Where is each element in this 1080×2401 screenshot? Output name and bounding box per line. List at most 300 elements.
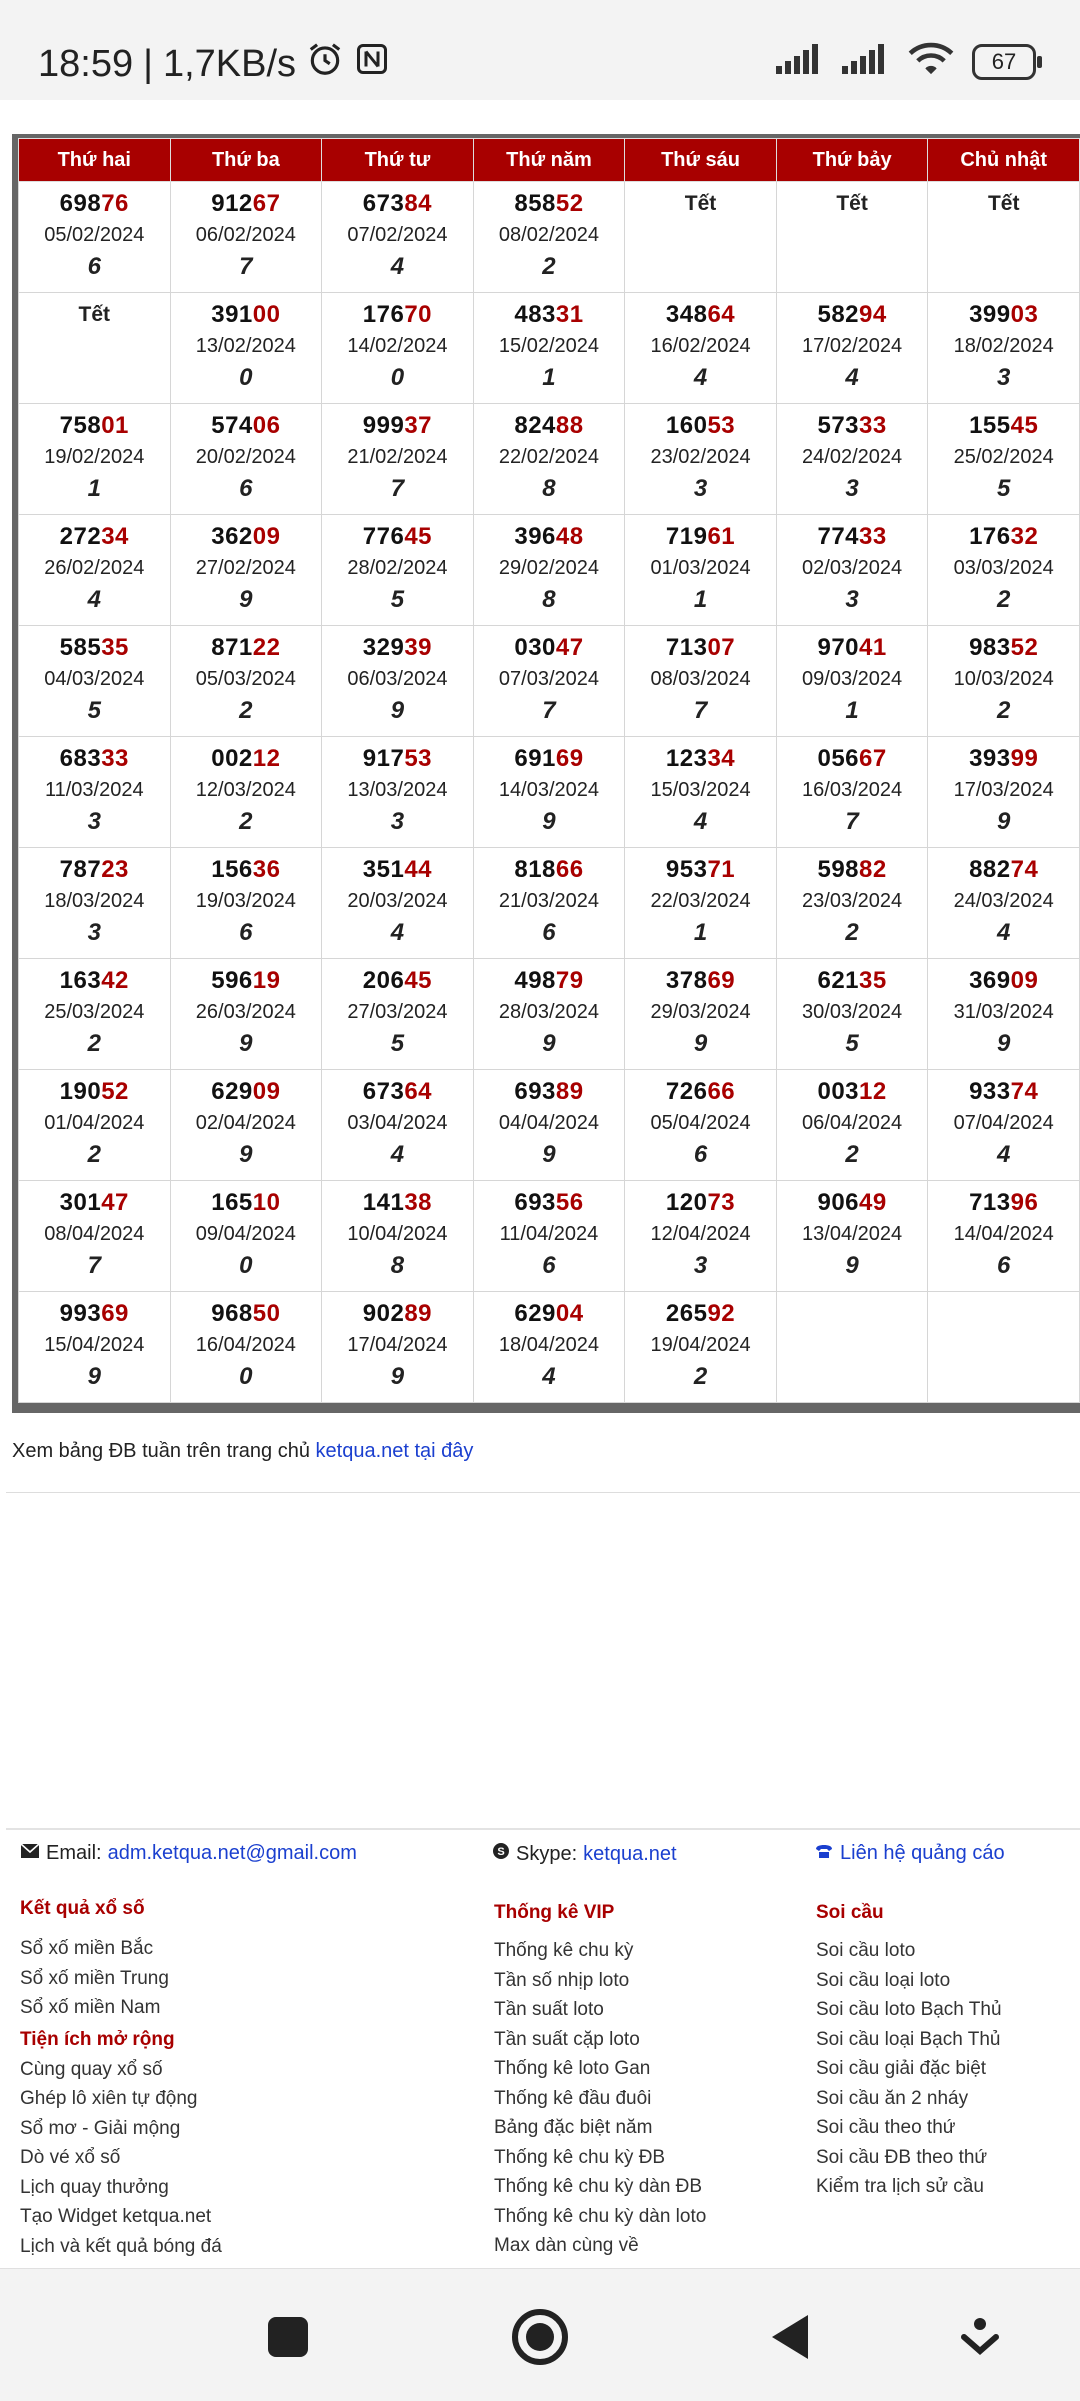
number-tail: 99: [1010, 745, 1039, 772]
draw-date: 18/02/2024: [953, 335, 1054, 357]
digit-sum: 7: [87, 1252, 101, 1279]
draw-date: 14/04/2024: [953, 1223, 1054, 1245]
special-prize-number: [928, 1189, 1079, 1217]
footer-link-ketqua[interactable]: Sổ xố miền Nam: [20, 1997, 161, 2018]
recents-icon[interactable]: [258, 2307, 318, 2367]
status-right: [776, 42, 1036, 81]
special-prize-number: [322, 1300, 473, 1328]
result-cell: [776, 1292, 928, 1403]
footer-link-tienich[interactable]: Tạo Widget ketqua.net: [20, 2206, 212, 2227]
special-prize-number: [474, 1300, 625, 1328]
footer-link-ketqua[interactable]: Sổ xố miền Bắc: [20, 1938, 154, 1959]
digit-sum: 2: [239, 808, 253, 835]
home-link[interactable]: ketqua.net tại đây: [315, 1440, 474, 1462]
digit-sum: 4: [542, 1363, 556, 1390]
digit-sum: 1: [87, 475, 101, 502]
digit-sum: 4: [390, 253, 405, 280]
result-cell: [322, 293, 474, 404]
result-cell: [928, 848, 1080, 959]
footer-link-thongke[interactable]: Max dàn cùng về: [494, 2235, 639, 2256]
special-prize-number: [322, 412, 473, 440]
phone-icon: [814, 1842, 834, 1865]
email-link[interactable]: adm.ketqua.net@gmail.com: [107, 1842, 357, 1864]
result-cell: [625, 959, 777, 1070]
result-cell: [322, 182, 474, 293]
draw-date: 05/03/2024: [195, 668, 296, 690]
draw-date: 27/02/2024: [195, 557, 296, 579]
home-icon[interactable]: [510, 2307, 570, 2367]
email-label: Email:: [46, 1842, 102, 1864]
number-head: 629: [211, 1078, 253, 1105]
number-tail: 33: [101, 745, 129, 772]
result-cell: [322, 959, 474, 1070]
number-head: 598: [817, 856, 860, 883]
number-head: 030: [514, 634, 556, 661]
draw-date: 28/02/2024: [347, 557, 448, 579]
digit-sum: 9: [390, 697, 405, 724]
footer-link-soicau[interactable]: Soi cầu ăn 2 nháy: [816, 2087, 969, 2109]
number-head: 983: [969, 634, 1011, 661]
special-prize-number: [322, 190, 473, 218]
digit-sum: 3: [693, 475, 708, 502]
result-cell: [473, 626, 625, 737]
number-head: 396: [514, 523, 556, 550]
footer-link-thongke[interactable]: Thống kê chu kỳ dàn ĐB: [494, 2176, 703, 2197]
col-title-ketqua: Kết quả xổ số: [20, 1898, 145, 1919]
draw-date: 17/02/2024: [802, 335, 903, 357]
footer-link-soicau[interactable]: Soi cầu ĐB theo thứ: [816, 2146, 988, 2168]
footer-col-soicau: [816, 1902, 1002, 2202]
digit-sum: 5: [390, 586, 405, 613]
number-tail: 22: [252, 634, 281, 661]
result-cell: [170, 404, 322, 515]
back-icon[interactable]: [760, 2307, 820, 2367]
draw-date: 12/04/2024: [650, 1223, 751, 1245]
draw-date: 02/03/2024: [802, 557, 903, 579]
result-cell: [776, 182, 928, 293]
footer-link-tienich[interactable]: Cùng quay xổ số: [20, 2058, 163, 2080]
footer-link-thongke[interactable]: Thống kê loto Gan: [494, 2058, 651, 2079]
divider: [6, 1492, 1080, 1493]
draw-date: 22/03/2024: [650, 890, 751, 912]
draw-date: 03/03/2024: [953, 557, 1054, 579]
result-cell: [170, 515, 322, 626]
result-cell: [322, 1292, 474, 1403]
number-head: 573: [817, 412, 860, 439]
number-tail: 88: [555, 412, 584, 439]
special-prize-number: [322, 1189, 473, 1217]
table-row: [19, 515, 1080, 626]
special-prize-number: [322, 523, 473, 551]
number-head: 123: [665, 745, 708, 772]
number-head: 272: [59, 523, 102, 550]
number-head: 693: [514, 1189, 556, 1216]
status-bar: [0, 0, 1080, 100]
number-head: 120: [665, 1189, 708, 1216]
mail-icon: [20, 1842, 40, 1865]
special-prize-number: [322, 301, 473, 329]
digit-sum: 0: [239, 1363, 253, 1390]
special-prize-number: [19, 1300, 170, 1328]
number-tail: 89: [555, 1078, 584, 1105]
special-prize-number: [322, 1078, 473, 1106]
result-cell: [19, 293, 171, 404]
result-cell: [625, 182, 777, 293]
footer-link-thongke[interactable]: Thống kê đầu đuôi: [494, 2087, 652, 2109]
draw-date: 08/04/2024: [44, 1223, 145, 1245]
result-cell: [776, 1181, 928, 1292]
special-prize-number: [928, 745, 1079, 773]
special-prize-number: [625, 1189, 776, 1217]
special-prize-number: [171, 523, 322, 551]
special-prize-number: [19, 634, 170, 662]
result-cell: [473, 293, 625, 404]
draw-date: 30/03/2024: [802, 1001, 903, 1023]
result-cell: [928, 1181, 1080, 1292]
number-tail: 01: [101, 412, 129, 439]
result-cell: [625, 1070, 777, 1181]
table-row: [19, 182, 1080, 293]
note-text: Xem bảng ĐB tuần trên trang chủ: [12, 1440, 316, 1462]
number-head: 621: [817, 967, 860, 994]
footer-link-soicau[interactable]: Kiểm tra lịch sử cầu: [816, 2176, 984, 2197]
digit-sum: 2: [239, 697, 253, 724]
special-prize-number: [928, 1078, 1079, 1106]
result-cell: [928, 182, 1080, 293]
draw-date: 16/04/2024: [195, 1334, 296, 1356]
footer-col-thongke: [494, 1902, 706, 2261]
result-cell: [776, 848, 928, 959]
draw-date: 01/03/2024: [650, 557, 751, 579]
draw-date: 23/03/2024: [802, 890, 903, 912]
digit-sum: 4: [693, 808, 708, 835]
digit-sum: 6: [239, 475, 253, 502]
number-tail: 32: [1010, 523, 1039, 550]
footer-link-tienich[interactable]: Ghép lô xiên tự động: [20, 2088, 198, 2109]
footer-link-soicau[interactable]: Soi cầu giải đặc biệt: [816, 2058, 987, 2079]
number-tail: 34: [707, 745, 736, 772]
digit-sum: 3: [693, 1252, 708, 1279]
result-cell: [19, 1070, 171, 1181]
special-prize-number: [777, 523, 928, 551]
number-tail: 82: [859, 856, 887, 883]
footer-link-soicau[interactable]: Soi cầu loại Bạch Thủ: [816, 2028, 1001, 2050]
wifi-icon: [908, 42, 954, 81]
draw-date: 22/02/2024: [498, 446, 600, 468]
special-prize-number: [474, 856, 625, 884]
result-cell: [170, 737, 322, 848]
number-head: 393: [969, 745, 1011, 772]
number-head: 362: [211, 523, 253, 550]
result-cell: [776, 1070, 928, 1181]
digit-sum: 1: [693, 919, 708, 946]
result-cell: [322, 626, 474, 737]
number-head: 585: [59, 634, 102, 661]
result-cell: [473, 182, 625, 293]
number-tail: 69: [101, 1300, 129, 1327]
result-cell: [19, 182, 171, 293]
draw-date: 18/03/2024: [44, 890, 145, 912]
draw-date: 17/03/2024: [953, 779, 1054, 801]
number-tail: 06: [252, 412, 281, 439]
number-head: 912: [211, 190, 253, 217]
result-cell: [19, 1181, 171, 1292]
skype-contact: [492, 1842, 677, 1866]
holiday-label: Tết: [78, 303, 111, 326]
results-table: [18, 138, 1080, 1403]
number-head: 351: [362, 856, 405, 883]
number-tail: 09: [252, 1078, 281, 1105]
digit-sum: 4: [997, 1141, 1011, 1168]
draw-date: 13/03/2024: [347, 779, 448, 801]
digit-sum: 2: [845, 919, 859, 946]
result-cell: [19, 737, 171, 848]
digit-sum: 4: [693, 364, 708, 391]
special-prize-number: [625, 1078, 776, 1106]
number-tail: 35: [859, 967, 887, 994]
draw-date: 21/03/2024: [498, 890, 600, 912]
special-prize-number: [19, 745, 170, 773]
number-tail: 34: [101, 523, 129, 550]
digit-sum: 2: [87, 1030, 101, 1057]
result-cell: [170, 293, 322, 404]
draw-date: 24/03/2024: [953, 890, 1054, 912]
result-cell: [776, 626, 928, 737]
digit-sum: 4: [87, 586, 101, 613]
number-head: 348: [665, 301, 708, 328]
result-cell: [322, 515, 474, 626]
result-cell: [928, 626, 1080, 737]
footer-link-ketqua[interactable]: Sổ xố miền Trung: [20, 1967, 169, 1989]
number-head: 953: [665, 856, 708, 883]
special-prize-number: [928, 523, 1079, 551]
number-head: 713: [665, 634, 708, 661]
nfc-icon: [354, 41, 390, 87]
number-tail: 74: [1010, 856, 1039, 883]
digit-sum: 9: [239, 1030, 253, 1057]
draw-date: 17/04/2024: [347, 1334, 448, 1356]
footer-link-soicau[interactable]: Soi cầu loại loto: [816, 1969, 951, 1991]
holiday-label: Tết: [684, 192, 717, 215]
draw-date: 20/03/2024: [347, 890, 448, 912]
number-head: 713: [969, 1189, 1011, 1216]
number-head: 902: [362, 1300, 405, 1327]
number-tail: 33: [859, 412, 887, 439]
number-head: 673: [362, 190, 405, 217]
draw-date: 14/03/2024: [498, 779, 600, 801]
draw-date: 05/02/2024: [44, 224, 145, 246]
number-head: 056: [817, 745, 860, 772]
holiday-label: Tết: [836, 192, 868, 215]
footer-link-thongke[interactable]: Tần suất cặp loto: [494, 2028, 640, 2050]
draw-date: 07/02/2024: [347, 224, 448, 246]
footer-link-soicau[interactable]: Soi cầu loto Bạch Thủ: [816, 1999, 1002, 2020]
result-cell: [473, 1070, 625, 1181]
number-tail: 49: [859, 1189, 887, 1216]
draw-date: 27/03/2024: [347, 1001, 448, 1023]
skype-icon: [492, 1842, 510, 1866]
digit-sum: 9: [239, 586, 253, 613]
ads-link[interactable]: Liên hệ quảng cáo: [840, 1842, 1005, 1864]
number-head: 190: [59, 1078, 102, 1105]
download-icon[interactable]: [950, 2307, 1010, 2367]
footer-link-thongke[interactable]: Thống kê chu kỳ dàn loto: [494, 2205, 707, 2227]
number-tail: 61: [707, 523, 736, 550]
number-tail: 74: [1010, 1078, 1039, 1105]
footer-link-tienich[interactable]: Lịch quay thưởng: [20, 2176, 169, 2198]
footer-link-thongke[interactable]: Thống kê chu kỳ ĐB: [494, 2146, 666, 2168]
result-cell: [928, 1292, 1080, 1403]
result-cell: [19, 1292, 171, 1403]
holiday-label: Tết: [987, 192, 1020, 215]
number-tail: 45: [404, 523, 433, 550]
number-tail: 36: [252, 856, 281, 883]
column-header: Chủ nhật: [928, 139, 1080, 182]
number-head: 691: [514, 745, 556, 772]
special-prize-number: [322, 745, 473, 773]
number-tail: 73: [707, 1189, 736, 1216]
result-cell: [928, 737, 1080, 848]
special-prize-number: [171, 412, 322, 440]
draw-date: 11/04/2024: [499, 1223, 599, 1245]
number-head: 176: [969, 523, 1011, 550]
result-cell: [776, 293, 928, 404]
number-tail: 45: [404, 967, 433, 994]
skype-link[interactable]: ketqua.net: [583, 1842, 677, 1865]
number-head: 141: [362, 1189, 405, 1216]
number-head: 483: [514, 301, 556, 328]
draw-date: 06/02/2024: [195, 224, 296, 246]
result-cell: [928, 515, 1080, 626]
number-tail: 84: [404, 190, 433, 217]
draw-date: 13/04/2024: [802, 1223, 903, 1245]
number-head: 698: [59, 190, 102, 217]
number-tail: 45: [1010, 412, 1039, 439]
special-prize-number: [322, 634, 473, 662]
digit-sum: 6: [542, 919, 556, 946]
number-tail: 66: [555, 856, 584, 883]
number-head: 163: [59, 967, 102, 994]
footer-link-thongke[interactable]: Bảng đặc biệt năm: [494, 2117, 653, 2138]
number-head: 391: [211, 301, 253, 328]
draw-date: 14/02/2024: [347, 335, 448, 357]
result-cell: [776, 737, 928, 848]
email-contact: [20, 1842, 357, 1865]
signal-icon-2: [842, 44, 890, 79]
digit-sum: 4: [390, 1141, 405, 1168]
number-head: 999: [362, 412, 405, 439]
number-head: 206: [362, 967, 405, 994]
number-tail: 66: [707, 1078, 736, 1105]
number-tail: 31: [555, 301, 584, 328]
footer-link-soicau[interactable]: Soi cầu theo thứ: [816, 2117, 956, 2138]
digit-sum: 2: [542, 253, 556, 280]
result-cell: [170, 1181, 322, 1292]
number-head: 301: [59, 1189, 102, 1216]
digit-sum: 3: [87, 919, 101, 946]
draw-date: 01/04/2024: [44, 1112, 145, 1134]
special-prize-number: [777, 745, 928, 773]
digit-sum: 7: [390, 475, 405, 502]
alarm-icon: [306, 40, 344, 88]
number-tail: 35: [101, 634, 129, 661]
number-head: 378: [665, 967, 708, 994]
special-prize-number: [474, 190, 625, 218]
number-tail: 09: [252, 523, 281, 550]
number-head: 968: [211, 1300, 253, 1327]
skype-label: Skype:: [516, 1842, 578, 1865]
draw-date: 25/02/2024: [953, 446, 1054, 468]
signal-icon: [776, 44, 824, 79]
digit-sum: 7: [845, 808, 859, 835]
number-tail: 52: [555, 190, 584, 217]
number-head: 596: [211, 967, 253, 994]
number-head: 156: [211, 856, 253, 883]
digit-sum: 8: [542, 586, 556, 613]
draw-date: 29/02/2024: [498, 557, 600, 579]
svg-text:S: S: [497, 1846, 505, 1858]
table-row: [19, 1070, 1080, 1181]
special-prize-number: [777, 967, 928, 995]
number-tail: 71: [707, 856, 736, 883]
footer-link-tienich[interactable]: Dò vé xổ số: [20, 2147, 121, 2168]
draw-date: 05/04/2024: [650, 1112, 751, 1134]
number-tail: 70: [404, 301, 433, 328]
footer-link-thongke[interactable]: Tần suất loto: [494, 1999, 604, 2020]
special-prize-number: [777, 856, 928, 884]
number-tail: 47: [555, 634, 584, 661]
result-cell: [625, 737, 777, 848]
result-cell: [473, 737, 625, 848]
result-cell: [625, 404, 777, 515]
special-prize-number: [171, 967, 322, 995]
status-speed: 1,7KB/s: [162, 42, 297, 85]
digit-sum: 9: [845, 1252, 859, 1279]
draw-date: 12/03/2024: [195, 779, 296, 801]
draw-date: 10/03/2024: [953, 668, 1054, 690]
footer-link-tienich[interactable]: Sổ mơ - Giải mộng: [20, 2117, 181, 2139]
special-prize-number: [19, 1078, 170, 1106]
footer-link-tienich[interactable]: Lịch và kết quả bóng đá: [20, 2235, 222, 2257]
column-header: Thứ tư: [322, 139, 474, 182]
number-head: 906: [817, 1189, 860, 1216]
special-prize-number: [171, 1078, 322, 1106]
footer-link-thongke[interactable]: Tần số nhịp loto: [494, 1969, 630, 1991]
draw-date: 25/03/2024: [44, 1001, 145, 1023]
digit-sum: 5: [997, 475, 1011, 502]
draw-date: 09/04/2024: [195, 1223, 296, 1245]
digit-sum: 2: [87, 1141, 101, 1168]
result-cell: [625, 515, 777, 626]
draw-date: 02/04/2024: [195, 1112, 296, 1134]
number-tail: 79: [555, 967, 584, 994]
special-prize-number: [171, 1300, 322, 1328]
status-time: 18:59: [38, 42, 134, 85]
number-tail: 00: [252, 301, 281, 328]
footer-link-thongke[interactable]: Thống kê chu kỳ: [494, 1940, 634, 1961]
status-left: [38, 40, 390, 88]
number-tail: 07: [707, 634, 736, 661]
special-prize-number: [928, 856, 1079, 884]
number-head: 176: [362, 301, 405, 328]
draw-date: 08/02/2024: [498, 224, 600, 246]
footer-link-soicau[interactable]: Soi cầu loto: [816, 1940, 916, 1961]
result-cell: [625, 1181, 777, 1292]
number-tail: 42: [101, 967, 129, 994]
number-tail: 96: [1010, 1189, 1039, 1216]
draw-date: 20/02/2024: [195, 446, 296, 468]
digit-sum: 7: [542, 697, 556, 724]
